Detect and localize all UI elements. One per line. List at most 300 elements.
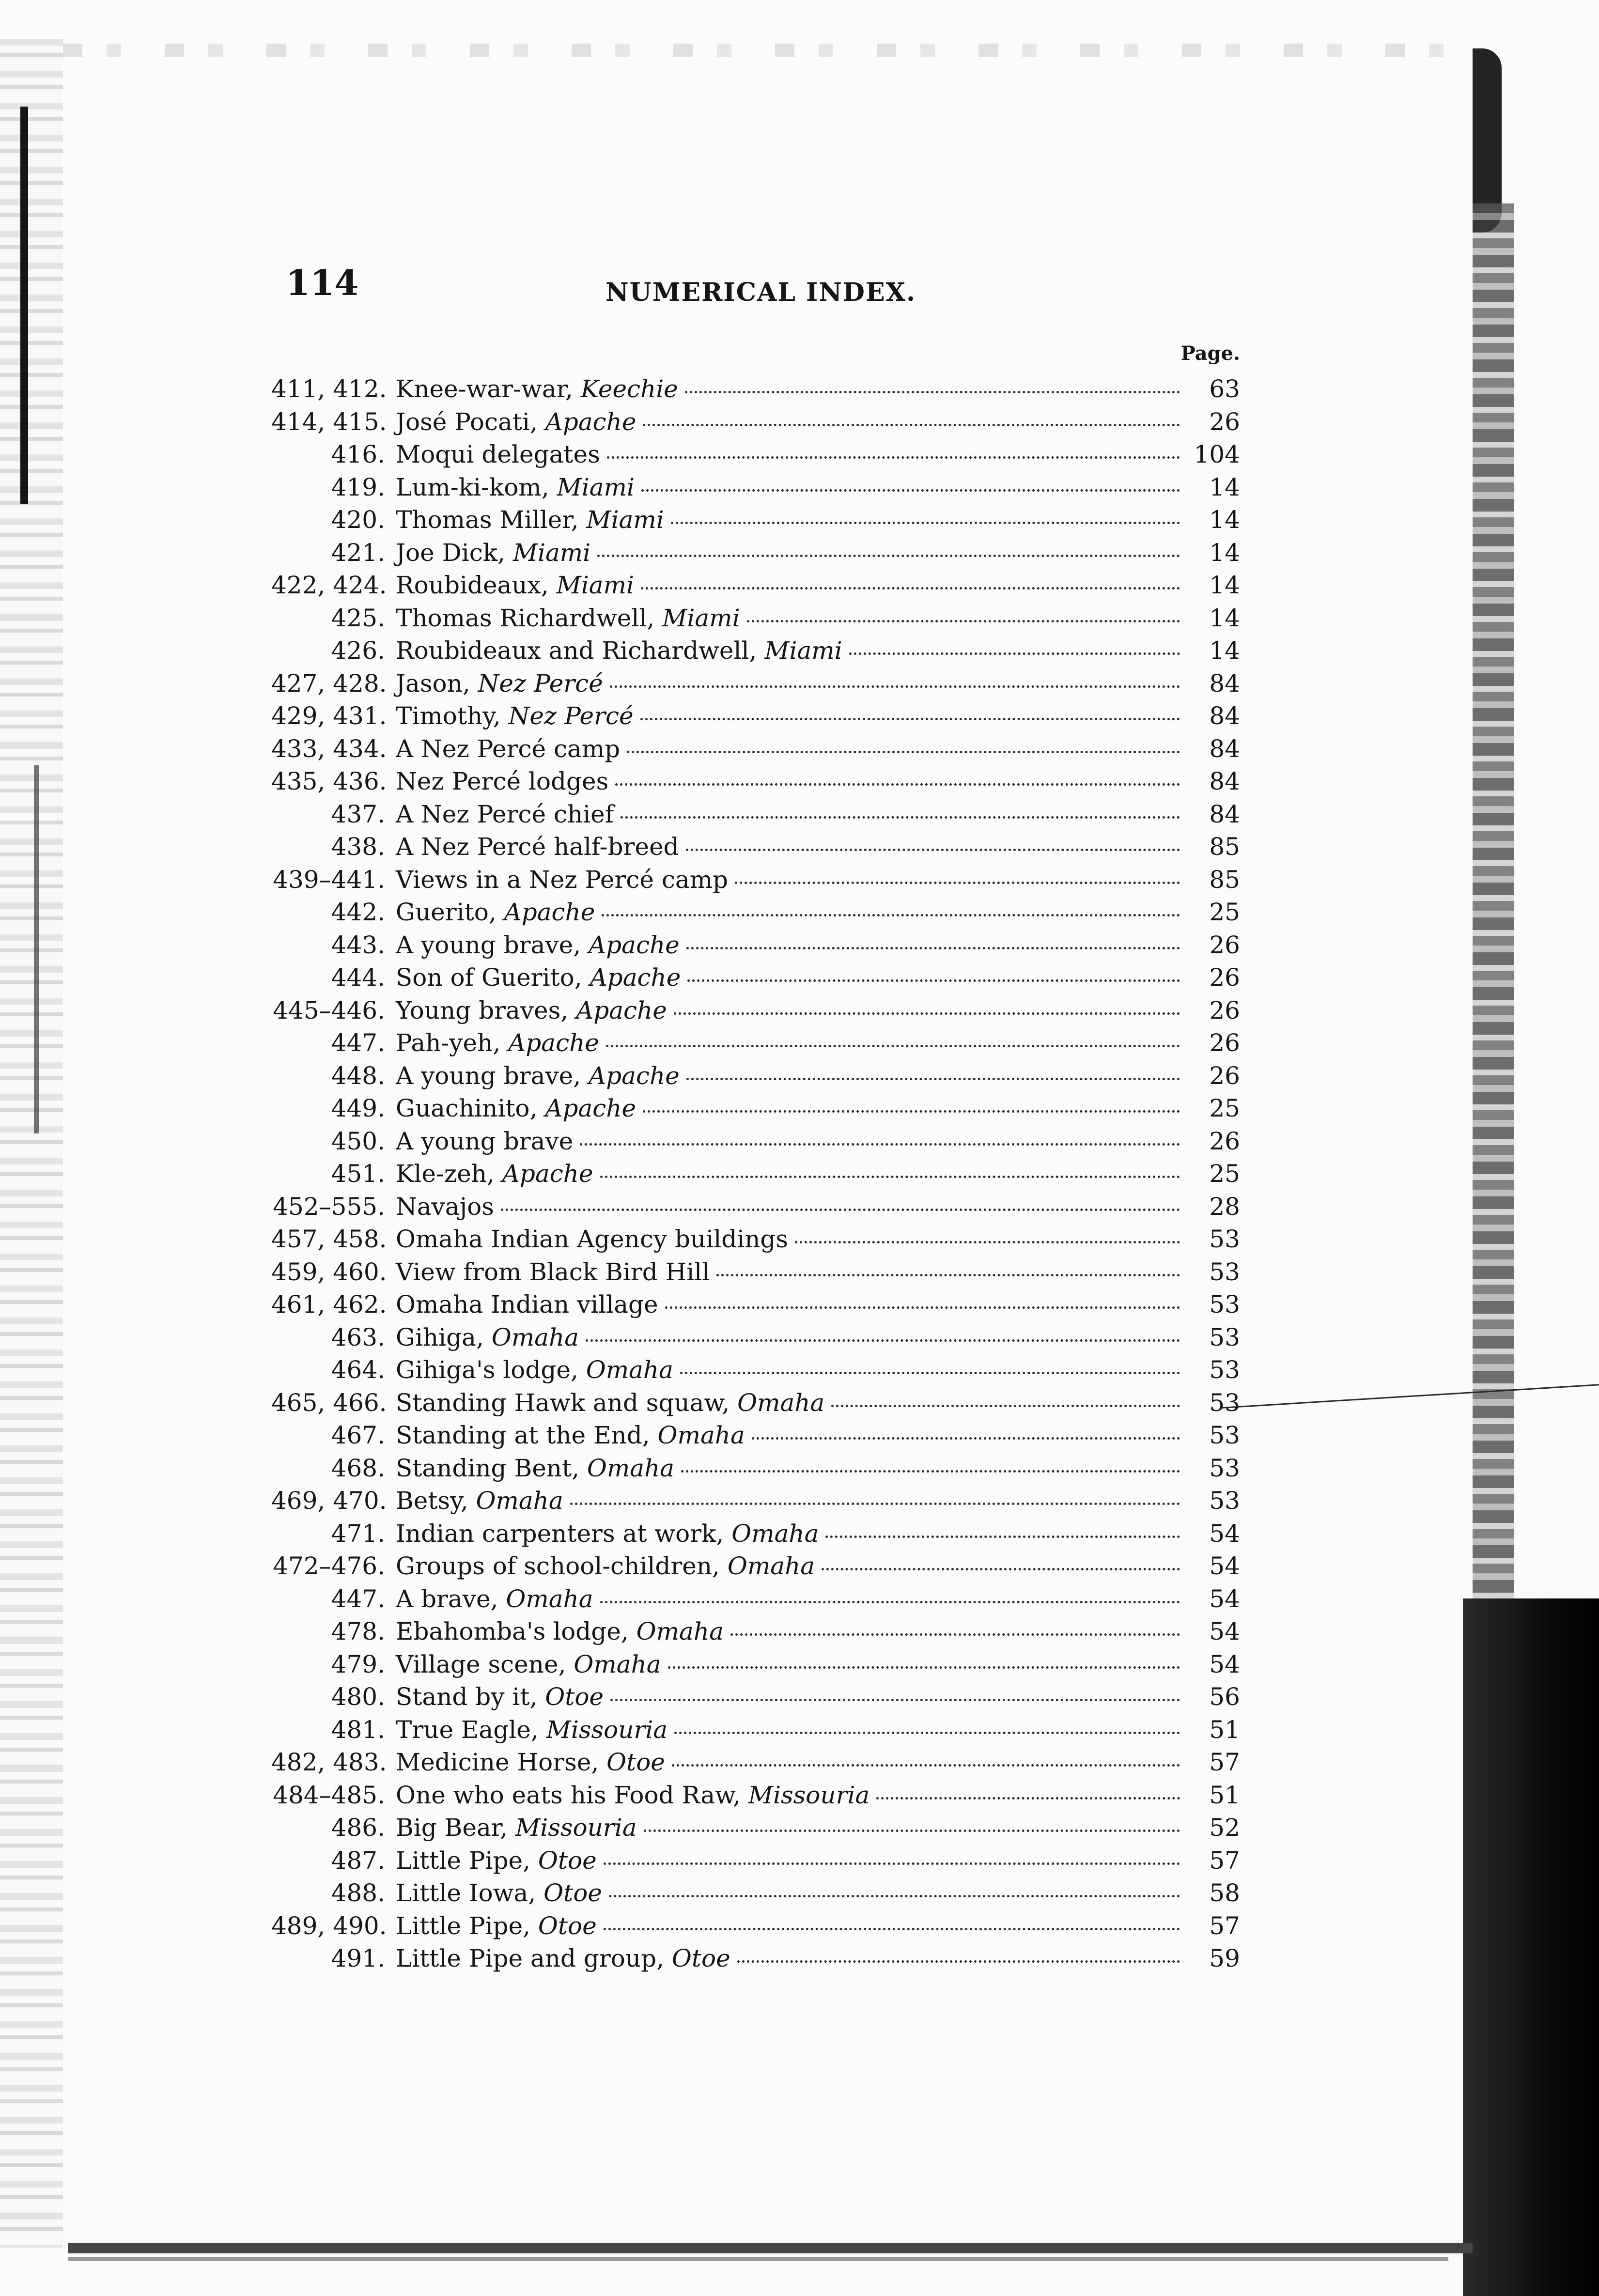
index-entry	[271, 765, 1240, 798]
entry-tribe: Apache	[589, 1061, 680, 1090]
scan-edge-top	[63, 44, 1444, 57]
entry-title	[396, 1518, 819, 1551]
entry-title	[396, 504, 664, 537]
entry-title	[396, 1681, 604, 1714]
entry-tribe: Nez Percé	[478, 669, 603, 698]
entry-number: 487.	[331, 1846, 385, 1875]
entry-title	[396, 1845, 597, 1877]
entry-number: 461, 462.	[271, 1290, 387, 1319]
entry-tribe: Nez Percé	[508, 702, 634, 730]
entry-title-text: Standing Bent,	[396, 1454, 579, 1482]
entry-page: 85	[1209, 865, 1240, 894]
entry-page: 51	[1209, 1715, 1240, 1744]
index-entry	[271, 831, 1240, 864]
entry-tribe: Miami	[662, 604, 740, 632]
entry-number: 479.	[331, 1650, 385, 1678]
dot-leader	[825, 1527, 1180, 1538]
entry-tribe: Apache	[589, 931, 680, 959]
entry-title-text: A young brave,	[396, 931, 581, 959]
entry-title-text: Groups of school-children,	[396, 1552, 720, 1580]
dot-leader	[686, 1069, 1180, 1080]
entry-page: 84	[1209, 800, 1240, 828]
index-entry	[271, 1942, 1240, 1975]
entry-title-text: Big Bear,	[396, 1814, 508, 1842]
entry-number: 467.	[331, 1421, 385, 1449]
scan-binding-mark	[20, 107, 28, 504]
entry-page: 52	[1209, 1814, 1240, 1842]
entry-title	[396, 1746, 665, 1779]
index-entry	[271, 896, 1240, 929]
entry-title-text: True Eagle,	[396, 1715, 539, 1744]
entry-tribe: Omaha	[657, 1421, 745, 1449]
entry-title	[396, 1877, 602, 1910]
dot-leader	[604, 1919, 1180, 1930]
entry-page: 14	[1209, 538, 1240, 567]
entry-number: 472–476.	[273, 1552, 385, 1580]
entry-title-text: Omaha Indian village	[396, 1290, 658, 1319]
entry-page: 28	[1209, 1192, 1240, 1221]
entry-title	[396, 1714, 668, 1747]
entry-number: 435, 436.	[271, 767, 387, 795]
index-entry	[271, 962, 1240, 994]
entry-title-text: A Nez Percé chief	[396, 800, 614, 828]
index-entry	[271, 1158, 1240, 1191]
entry-title	[396, 994, 667, 1027]
entry-tribe: Omaha	[587, 1454, 675, 1482]
entry-number: 457, 458.	[271, 1225, 387, 1253]
entry-number: 422, 424.	[271, 571, 387, 599]
dot-leader	[586, 1331, 1180, 1342]
dot-leader	[831, 1396, 1180, 1407]
entry-number: 442.	[331, 898, 385, 926]
dot-leader	[795, 1232, 1180, 1243]
page-number: 114	[286, 262, 359, 303]
entry-title	[396, 1942, 730, 1975]
entry-title	[396, 1910, 597, 1943]
scan-edge-bottom	[68, 2257, 1448, 2261]
entry-title	[396, 1550, 815, 1583]
entry-title	[396, 864, 728, 897]
entry-title-text: Gihiga's lodge,	[396, 1356, 578, 1384]
entry-number: 443.	[331, 931, 385, 959]
entry-title-text: Pah-yeh,	[396, 1029, 501, 1057]
dot-leader	[752, 1428, 1180, 1440]
index-entry	[271, 1910, 1240, 1943]
entry-number: 416.	[331, 440, 385, 468]
entry-title	[396, 1419, 745, 1452]
dot-leader	[615, 775, 1180, 786]
entry-title	[396, 1321, 579, 1354]
dot-leader	[604, 1854, 1180, 1865]
index-entry	[271, 504, 1240, 537]
entry-title-text: One who eats his Food Raw,	[396, 1781, 741, 1809]
index-entry	[271, 1681, 1240, 1714]
entry-page: 26	[1209, 1029, 1240, 1057]
index-entry	[271, 1387, 1240, 1420]
entry-page: 84	[1209, 767, 1240, 795]
entry-page: 26	[1209, 931, 1240, 959]
entry-title	[396, 1125, 573, 1158]
entry-page: 57	[1209, 1748, 1240, 1776]
entry-page: 57	[1209, 1846, 1240, 1875]
entry-page: 53	[1209, 1257, 1240, 1286]
entry-tribe: Omaha	[574, 1650, 661, 1678]
entry-title-text: A Nez Percé camp	[396, 734, 621, 763]
entry-number: 411, 412.	[271, 375, 387, 403]
entry-number: 486.	[331, 1814, 385, 1842]
entry-tribe: Otoe	[606, 1748, 665, 1776]
dot-leader	[822, 1559, 1180, 1570]
entry-title-text: Indian carpenters at work,	[396, 1519, 724, 1548]
entry-title	[396, 373, 678, 406]
entry-tribe: Omaha	[586, 1356, 673, 1384]
index-entry	[271, 1812, 1240, 1845]
entry-title-text: José Pocati,	[396, 407, 538, 436]
entry-title-text: Medicine Horse,	[396, 1748, 599, 1776]
entry-page: 57	[1209, 1911, 1240, 1940]
entry-tribe: Miami	[586, 506, 664, 534]
entry-title-text: Views in a Nez Percé camp	[396, 865, 729, 894]
entry-page: 54	[1209, 1519, 1240, 1548]
entry-tribe: Otoe	[538, 1911, 597, 1940]
entry-number: 421.	[331, 538, 385, 567]
entry-page: 53	[1209, 1225, 1240, 1253]
entry-page: 54	[1209, 1617, 1240, 1645]
entry-page: 14	[1209, 473, 1240, 501]
entry-number: 488.	[331, 1879, 385, 1907]
dot-leader	[643, 415, 1180, 426]
dot-leader	[681, 1461, 1180, 1473]
entry-number: 484–485.	[273, 1781, 385, 1809]
dot-leader	[609, 1886, 1180, 1897]
entry-title-text: Roubideaux,	[396, 571, 549, 599]
dot-leader	[735, 873, 1180, 884]
entry-title	[396, 962, 681, 994]
entry-number: 480.	[331, 1683, 385, 1711]
entry-title-text: Standing Hawk and squaw,	[396, 1388, 730, 1417]
entry-title	[396, 700, 634, 733]
index-entry	[271, 700, 1240, 733]
entry-page: 14	[1209, 636, 1240, 665]
dot-leader	[641, 578, 1180, 590]
entry-title-text: Nez Percé lodges	[396, 767, 609, 795]
entry-tribe: Miami	[556, 571, 634, 599]
entry-tribe: Miami	[764, 636, 842, 665]
entry-page: 59	[1209, 1944, 1240, 1972]
dot-leader	[621, 807, 1180, 819]
entry-title	[396, 798, 614, 831]
index-entry	[271, 406, 1240, 439]
entry-tribe: Apache	[576, 996, 667, 1024]
dot-leader	[665, 1298, 1180, 1309]
index-entry	[271, 1452, 1240, 1485]
entry-title	[396, 733, 620, 766]
entry-page: 54	[1209, 1552, 1240, 1580]
entry-number: 465, 466.	[271, 1388, 387, 1417]
dot-leader	[672, 1755, 1180, 1767]
dot-leader	[687, 971, 1180, 982]
entry-page: 14	[1209, 604, 1240, 632]
index-entry	[271, 1419, 1240, 1452]
entry-number: 468.	[331, 1454, 385, 1482]
entry-page: 54	[1209, 1650, 1240, 1678]
entry-number: 459, 460.	[271, 1257, 387, 1286]
entry-tribe: Omaha	[476, 1487, 563, 1515]
entry-title-text: View from Black Bird Hill	[396, 1257, 710, 1286]
entry-title	[396, 1452, 674, 1485]
entry-title	[396, 635, 842, 667]
entry-number: 437.	[331, 800, 385, 828]
index-entry	[271, 798, 1240, 831]
entry-title	[396, 1648, 661, 1681]
dot-leader	[668, 1658, 1180, 1669]
entry-tribe: Missouria	[748, 1781, 870, 1809]
entry-tribe: Omaha	[506, 1584, 593, 1613]
entry-tribe: Omaha	[491, 1323, 579, 1351]
entry-title	[396, 406, 636, 439]
entry-tribe: Keechie	[580, 375, 678, 403]
entry-number: 489, 490.	[271, 1911, 387, 1940]
index-entry	[271, 1092, 1240, 1125]
entry-page: 25	[1209, 1094, 1240, 1122]
entry-tribe: Otoe	[545, 1683, 604, 1711]
entry-page: 26	[1209, 1127, 1240, 1155]
index-list	[271, 373, 1240, 1975]
entry-title	[396, 471, 635, 504]
dot-leader	[876, 1788, 1180, 1800]
entry-title	[396, 1191, 494, 1224]
entry-title	[396, 537, 590, 570]
dot-leader	[641, 481, 1180, 492]
scan-edge-right-shadow	[1463, 1598, 1599, 2296]
index-entry	[271, 1518, 1240, 1551]
index-entry	[271, 1354, 1240, 1387]
entry-title-text: Omaha Indian Agency buildings	[396, 1225, 789, 1253]
entry-title-text: A young brave	[396, 1127, 574, 1155]
dot-leader	[597, 546, 1180, 557]
entry-number: 420.	[331, 506, 385, 534]
entry-title	[396, 1288, 658, 1321]
entry-title-text: A brave,	[396, 1584, 498, 1613]
scan-binding-mark	[34, 765, 39, 1133]
dot-leader	[674, 1004, 1180, 1015]
entry-title	[396, 1223, 788, 1256]
entry-tribe: Apache	[545, 407, 636, 436]
entry-title-text: Son of Guerito,	[396, 963, 582, 992]
index-entry	[271, 1714, 1240, 1747]
entry-title-text: Moqui delegates	[396, 440, 600, 468]
entry-number: 482, 483.	[271, 1748, 387, 1776]
entry-tribe: Missouria	[546, 1715, 668, 1744]
index-entry	[271, 1256, 1240, 1289]
entry-title	[396, 667, 603, 700]
dot-leader	[685, 382, 1180, 393]
entry-number: 447.	[331, 1584, 385, 1613]
entry-page: 104	[1194, 440, 1240, 468]
dot-leader	[610, 677, 1180, 688]
entry-number: 491.	[331, 1944, 385, 1972]
entry-title	[396, 1387, 824, 1420]
entry-number: 438.	[331, 833, 385, 861]
index-entry	[271, 1191, 1240, 1224]
index-entry	[271, 1648, 1240, 1681]
entry-title	[396, 1158, 593, 1191]
page-column-label: Page.	[1180, 342, 1240, 365]
entry-page: 53	[1209, 1388, 1240, 1417]
index-entry	[271, 635, 1240, 667]
scan-edge-right	[1473, 203, 1514, 1632]
entry-number: 426.	[331, 636, 385, 665]
index-entry	[271, 1321, 1240, 1354]
entry-title-text: Betsy,	[396, 1487, 468, 1515]
entry-tribe: Miami	[557, 473, 635, 501]
entry-page: 26	[1209, 963, 1240, 992]
entry-page: 53	[1209, 1323, 1240, 1351]
entry-tribe: Otoe	[543, 1879, 602, 1907]
dot-leader	[716, 1265, 1180, 1276]
entry-title-text: Navajos	[396, 1192, 494, 1221]
entry-tribe: Apache	[590, 963, 681, 992]
entry-title-text: Village scene,	[396, 1650, 566, 1678]
index-entry	[271, 569, 1240, 602]
entry-title-text: Little Iowa,	[396, 1879, 536, 1907]
entry-title	[396, 438, 600, 471]
dot-leader	[570, 1494, 1180, 1505]
entry-page: 53	[1209, 1421, 1240, 1449]
entry-number: 447.	[331, 1029, 385, 1057]
entry-page: 84	[1209, 702, 1240, 730]
entry-number: 419.	[331, 473, 385, 501]
index-entry	[271, 994, 1240, 1027]
entry-title-text: Knee-war-war,	[396, 375, 573, 403]
entry-number: 427, 428.	[271, 669, 387, 698]
entry-number: 478.	[331, 1617, 385, 1645]
index-entry	[271, 1845, 1240, 1877]
dot-leader	[644, 1821, 1180, 1832]
entry-number: 448.	[331, 1061, 385, 1090]
index-entry	[271, 1027, 1240, 1060]
dot-leader	[606, 1036, 1180, 1047]
entry-title	[396, 1354, 673, 1387]
entry-title	[396, 929, 680, 962]
entry-title-text: Lum-ki-kom,	[396, 473, 549, 501]
dot-leader	[602, 905, 1180, 916]
index-entry	[271, 1877, 1240, 1910]
entry-tribe: Omaha	[737, 1388, 825, 1417]
entry-page: 63	[1209, 375, 1240, 403]
entry-title-text: Jason,	[396, 669, 470, 698]
entry-title-text: Ebahomba's lodge,	[396, 1617, 629, 1645]
dot-leader	[501, 1200, 1180, 1211]
index-entry	[271, 1485, 1240, 1518]
index-entry	[271, 373, 1240, 406]
entry-title	[396, 1615, 724, 1648]
entry-tribe: Missouria	[515, 1814, 637, 1842]
index-entry	[271, 864, 1240, 897]
entry-page: 53	[1209, 1454, 1240, 1482]
entry-title-text: Guachinito,	[396, 1094, 538, 1122]
entry-title	[396, 1812, 637, 1845]
dot-leader	[610, 1690, 1180, 1701]
stray-pen-mark	[1221, 1383, 1599, 1409]
entry-tribe: Apache	[508, 1029, 599, 1057]
entry-page: 56	[1209, 1683, 1240, 1711]
dot-leader	[849, 644, 1180, 655]
entry-title-text: Stand by it,	[396, 1683, 538, 1711]
entry-number: 471.	[331, 1519, 385, 1548]
entry-page: 14	[1209, 571, 1240, 599]
entry-tribe: Omaha	[731, 1519, 819, 1548]
entry-title-text: Guerito,	[396, 898, 497, 926]
entry-page: 53	[1209, 1356, 1240, 1384]
entry-number: 464.	[331, 1356, 385, 1384]
dot-leader	[730, 1625, 1180, 1636]
entry-title	[396, 765, 608, 798]
entry-number: 452–555.	[273, 1192, 385, 1221]
entry-title-text: A Nez Percé half-breed	[396, 833, 679, 861]
entry-number: 450.	[331, 1127, 385, 1155]
entry-tribe: Apache	[545, 1094, 636, 1122]
entry-number: 451.	[331, 1160, 385, 1188]
index-entry	[271, 1779, 1240, 1812]
entry-page: 53	[1209, 1487, 1240, 1515]
index-entry	[271, 1550, 1240, 1583]
index-entry	[271, 929, 1240, 962]
scan-edge-left	[0, 39, 63, 2248]
entry-page: 26	[1209, 996, 1240, 1024]
entry-title	[396, 896, 595, 929]
entry-page: 58	[1209, 1879, 1240, 1907]
entry-title	[396, 602, 740, 635]
index-entry	[271, 471, 1240, 504]
scan-edge-bottom	[68, 2243, 1473, 2253]
entry-title-text: Roubideaux and Richardwell,	[396, 636, 757, 665]
entry-title-text: Young braves,	[396, 996, 569, 1024]
entry-title-text: A young brave,	[396, 1061, 581, 1090]
entry-title-text: Little Pipe and group,	[396, 1944, 665, 1972]
entry-number: 444.	[331, 963, 385, 992]
index-entry	[271, 602, 1240, 635]
entry-number: 433, 434.	[271, 734, 387, 763]
dot-leader	[671, 513, 1180, 524]
entry-page: 84	[1209, 669, 1240, 698]
dot-leader	[737, 1952, 1180, 1963]
dot-leader	[643, 1101, 1180, 1113]
index-entry	[271, 1615, 1240, 1648]
entry-title-text: Thomas Miller,	[396, 506, 579, 534]
dot-leader	[747, 611, 1180, 622]
index-entry	[271, 438, 1240, 471]
dot-leader	[640, 709, 1180, 720]
entry-tribe: Omaha	[636, 1617, 724, 1645]
entry-title	[396, 1583, 593, 1616]
dot-leader	[580, 1134, 1180, 1146]
dot-leader	[627, 742, 1180, 753]
entry-title-text: Thomas Richardwell,	[396, 604, 655, 632]
entry-number: 449.	[331, 1094, 385, 1122]
entry-number: 469, 470.	[271, 1487, 387, 1515]
entry-title-text: Gihiga,	[396, 1323, 484, 1351]
entry-page: 51	[1209, 1781, 1240, 1809]
entry-page: 85	[1209, 833, 1240, 861]
entry-tribe: Miami	[512, 538, 591, 567]
entry-page: 25	[1209, 898, 1240, 926]
entry-title	[396, 1256, 710, 1289]
index-entry	[271, 733, 1240, 766]
entry-title	[396, 831, 679, 864]
index-entry	[271, 1288, 1240, 1321]
index-entry	[271, 1125, 1240, 1158]
